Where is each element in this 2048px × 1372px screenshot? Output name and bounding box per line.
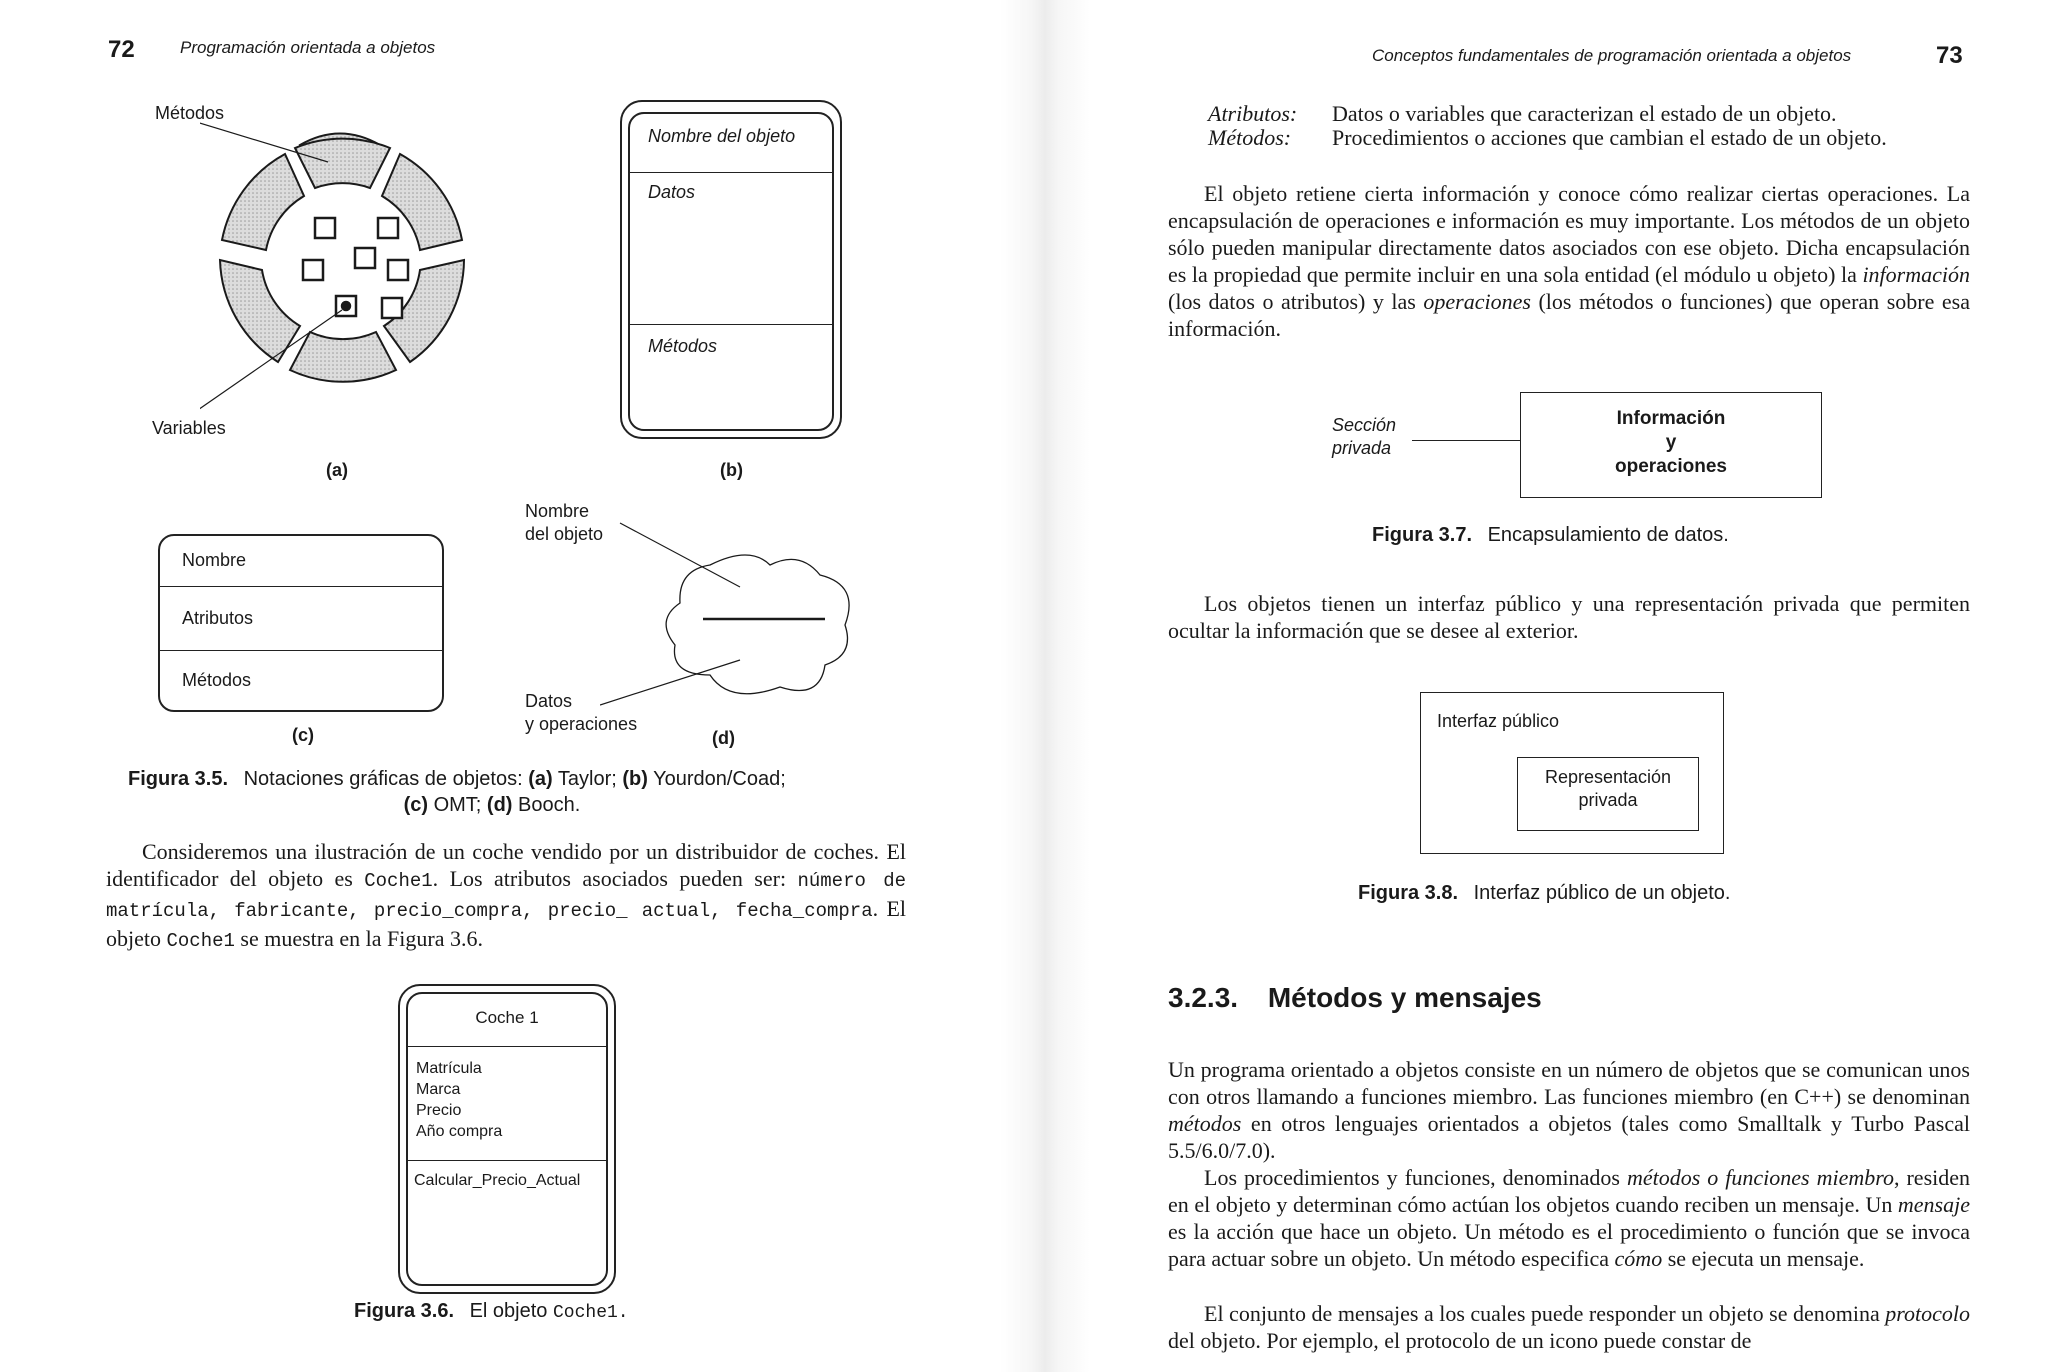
left-para-part3: . El objeto <box>106 896 906 951</box>
fig36-attr-matricula: Matrícula <box>416 1060 482 1077</box>
fig35d-label: (d) <box>712 728 735 748</box>
fig35d-datos-line2: y operaciones <box>525 714 638 734</box>
fig37-label-line2: privada <box>1332 438 1392 458</box>
fig38-inner-text <box>1518 766 1698 812</box>
right-paragraph-5 <box>1168 1300 1970 1354</box>
left-page-number: 72 <box>108 36 135 63</box>
right-para3-part2: en otros lenguajes orientados a objetos (tales como Smalltalk y Turbo Pascal 5.5/6.0/7.0). <box>1168 1111 1970 1163</box>
fig35a-label: (a) <box>326 460 348 480</box>
left-para-part2: . Los atributos asociados pueden ser: <box>432 866 798 891</box>
right-para4-part1: Los procedimientos y funciones, denominados <box>1204 1165 1627 1190</box>
fig38-outer-box <box>1420 692 1724 854</box>
right-paragraph-2 <box>1168 590 1970 644</box>
fig35d-nombre-line2: del objeto <box>525 524 604 544</box>
fig35c-box <box>158 534 444 712</box>
fig38-outer-label: Interfaz público <box>1437 711 1560 731</box>
fig38-inner-line1: Representación <box>1544 767 1672 787</box>
fig37-box-line3: operaciones <box>1615 456 1727 477</box>
fig36-method: Calcular_Precio_Actual <box>414 1172 581 1189</box>
left-para-part1: Consideremos una ilustración de un coche vendido por un distribuidor de coches. El identificador del objeto es <box>106 839 906 891</box>
fig35-caption-omt: OMT; <box>433 794 482 816</box>
left-para-part4: se muestra en la Figura 3.6. <box>234 926 483 951</box>
right-para4-part4: se ejecuta un mensaje. <box>1662 1246 1865 1271</box>
right-para3-em1: métodos <box>1168 1111 1242 1136</box>
right-paragraph-1 <box>1168 180 1970 342</box>
left-para-code1: Coche1 <box>364 870 433 892</box>
def-term-metodos: Métodos: <box>1208 125 1292 150</box>
fig35-caption-number: Figura 3.5. <box>128 768 229 790</box>
fig36-caption <box>354 1300 629 1323</box>
section-title: Métodos y mensajes <box>1267 982 1542 1013</box>
fig36-caption-code: Coche1. <box>553 1303 629 1323</box>
right-para5-part1: El conjunto de mensajes a los cuales puede responder un objeto se denomina <box>1204 1301 1886 1326</box>
left-para-code3: Coche1 <box>166 930 235 952</box>
fig36-title: Coche 1 <box>475 1008 539 1027</box>
fig38-caption-text: Interfaz público de un objeto. <box>1473 882 1731 904</box>
fig36-caption-text: El objeto <box>469 1300 548 1322</box>
fig35b-nombre: Nombre del objeto <box>648 126 796 146</box>
fig35-caption <box>128 766 928 818</box>
fig38-inner-line2: privada <box>1578 790 1638 810</box>
left-para-code2: número de matrícula, fabricante, precio_compra, precio_ actual, fecha_compra <box>106 870 906 922</box>
fig35-caption-text: Notaciones gráficas de objetos: <box>243 768 523 790</box>
fig35b-label: (b) <box>720 460 743 480</box>
fig38-caption-number: Figura 3.8. <box>1358 882 1459 904</box>
fig37-caption-text: Encapsulamiento de datos. <box>1487 524 1729 546</box>
fig35d-datos-label <box>525 690 637 736</box>
fig35a-taylor-diagram <box>200 100 490 440</box>
fig36-attr-ano-compra: Año compra <box>416 1123 503 1140</box>
left-running-head: Programación orientada a objetos <box>180 38 436 57</box>
fig36-attributes <box>416 1058 502 1142</box>
ring-segments <box>220 139 464 382</box>
fig35c-atributos: Atributos <box>182 608 254 628</box>
fig37-section-label <box>1332 414 1396 460</box>
fig35a-variables-label: Variables <box>152 418 226 438</box>
fig35-caption-taylor: Taylor; <box>557 768 617 790</box>
fig37-box-line1: Información <box>1616 408 1726 429</box>
fig36-caption-number: Figura 3.6. <box>354 1300 455 1322</box>
fig36-attr-precio: Precio <box>416 1102 462 1119</box>
fig35-caption-d: (d) <box>486 794 513 816</box>
right-para4-em2: mensaje <box>1897 1192 1970 1217</box>
fig35d-nombre-label <box>525 500 603 546</box>
right-para4-em1: métodos o funciones miembro <box>1626 1165 1894 1190</box>
fig35d-booch-cloud <box>600 515 880 715</box>
right-para5-part2: del objeto. Por ejemplo, el protocolo de un icono puede constar de <box>1168 1328 1752 1353</box>
fig35b-datos: Datos <box>648 182 696 202</box>
fig35b-metodos: Métodos <box>648 336 718 356</box>
fig35b-inner <box>628 112 834 431</box>
fig35-caption-b: (b) <box>622 768 648 790</box>
right-running-head: Conceptos fundamentales de programación orientada a objetos <box>1372 46 1852 65</box>
right-para1-part1: El objeto retiene cierta información y conoce cómo realizar ciertas operaciones. La encapsulación de operaciones e información es muy importante. Los métodos de un objeto sólo pueden manipular directamente datos asociados con ese objeto. Dicha encapsulación es la propiedad que permite incluir en una sola entidad (el módulo u objeto) la <box>1168 181 1970 287</box>
fig37-leader-line <box>1412 440 1520 441</box>
right-para4-part2: , residen en el objeto y determinan cómo actúan los objetos cuando reciben un mensaje. Un <box>1168 1165 1971 1217</box>
fig35d-nombre-line1: Nombre <box>525 501 590 521</box>
right-para1-part3: (los métodos o funciones) que operan sobre esa información. <box>1168 289 1970 341</box>
fig36-coche1-box <box>406 992 608 1286</box>
fig38-inner-box <box>1517 757 1699 831</box>
right-para1-part2: (los datos o atributos) y las <box>1168 289 1424 314</box>
fig37-caption <box>1372 524 1729 547</box>
right-para4-em3: cómo <box>1614 1246 1663 1271</box>
definitions-list <box>1208 102 1887 150</box>
fig35c-metodos: Métodos <box>182 670 252 690</box>
book-gutter <box>1000 0 1090 1372</box>
fig35c-label: (c) <box>292 725 314 745</box>
fig37-caption-number: Figura 3.7. <box>1372 524 1473 546</box>
left-paragraph <box>106 838 906 955</box>
def-desc-atributos: Datos o variables que caracterizan el estado de un objeto. <box>1332 101 1837 126</box>
fig37-box-text <box>1521 407 1821 479</box>
fig35-caption-c: (c) <box>403 794 429 816</box>
section-number: 3.2.3. <box>1168 982 1239 1013</box>
fig35-caption-yourdon: Yourdon/Coad; <box>653 768 786 790</box>
fig35d-datos-line1: Datos <box>525 691 573 711</box>
right-para5-em1: protocolo <box>1885 1301 1970 1326</box>
right-para3-part1: Un programa orientado a objetos consiste en un número de objetos que se comunican unos con otros llamando a funciones miembro. Las funciones miembro (en C++) se denominan <box>1168 1057 1970 1109</box>
fig35c-nombre: Nombre <box>182 550 247 570</box>
right-page-number: 73 <box>1936 42 1963 69</box>
right-para2-text: Los objetos tienen un interfaz público y una representación privada que permiten ocultar la información que se desee al exterior. <box>1168 591 1970 643</box>
def-desc-metodos: Procedimientos o acciones que cambian el estado de un objeto. <box>1332 125 1887 150</box>
fig35a-metodos-label: Métodos <box>155 103 225 123</box>
right-para1-em2: operaciones <box>1423 289 1531 314</box>
right-paragraph-3 <box>1168 1056 1970 1164</box>
fig36-attr-marca: Marca <box>416 1081 461 1098</box>
variable-squares <box>303 218 408 318</box>
fig37-label-line1: Sección <box>1332 415 1397 435</box>
right-para4-part3: es la acción que hace un objeto. Un método es el procedimiento o función que se invoca para actuar sobre un objeto. Un método especifica <box>1168 1219 1970 1271</box>
fig37-box <box>1520 392 1822 498</box>
section-heading <box>1168 982 1542 1014</box>
def-term-atributos: Atributos: <box>1208 101 1298 126</box>
fig38-caption <box>1358 882 1730 905</box>
fig35-caption-booch: Booch. <box>518 794 581 816</box>
right-para1-em1: información <box>1862 262 1970 287</box>
fig37-box-line2: y <box>1665 432 1677 453</box>
right-paragraph-4 <box>1168 1164 1970 1272</box>
fig35-caption-a: (a) <box>528 768 553 790</box>
